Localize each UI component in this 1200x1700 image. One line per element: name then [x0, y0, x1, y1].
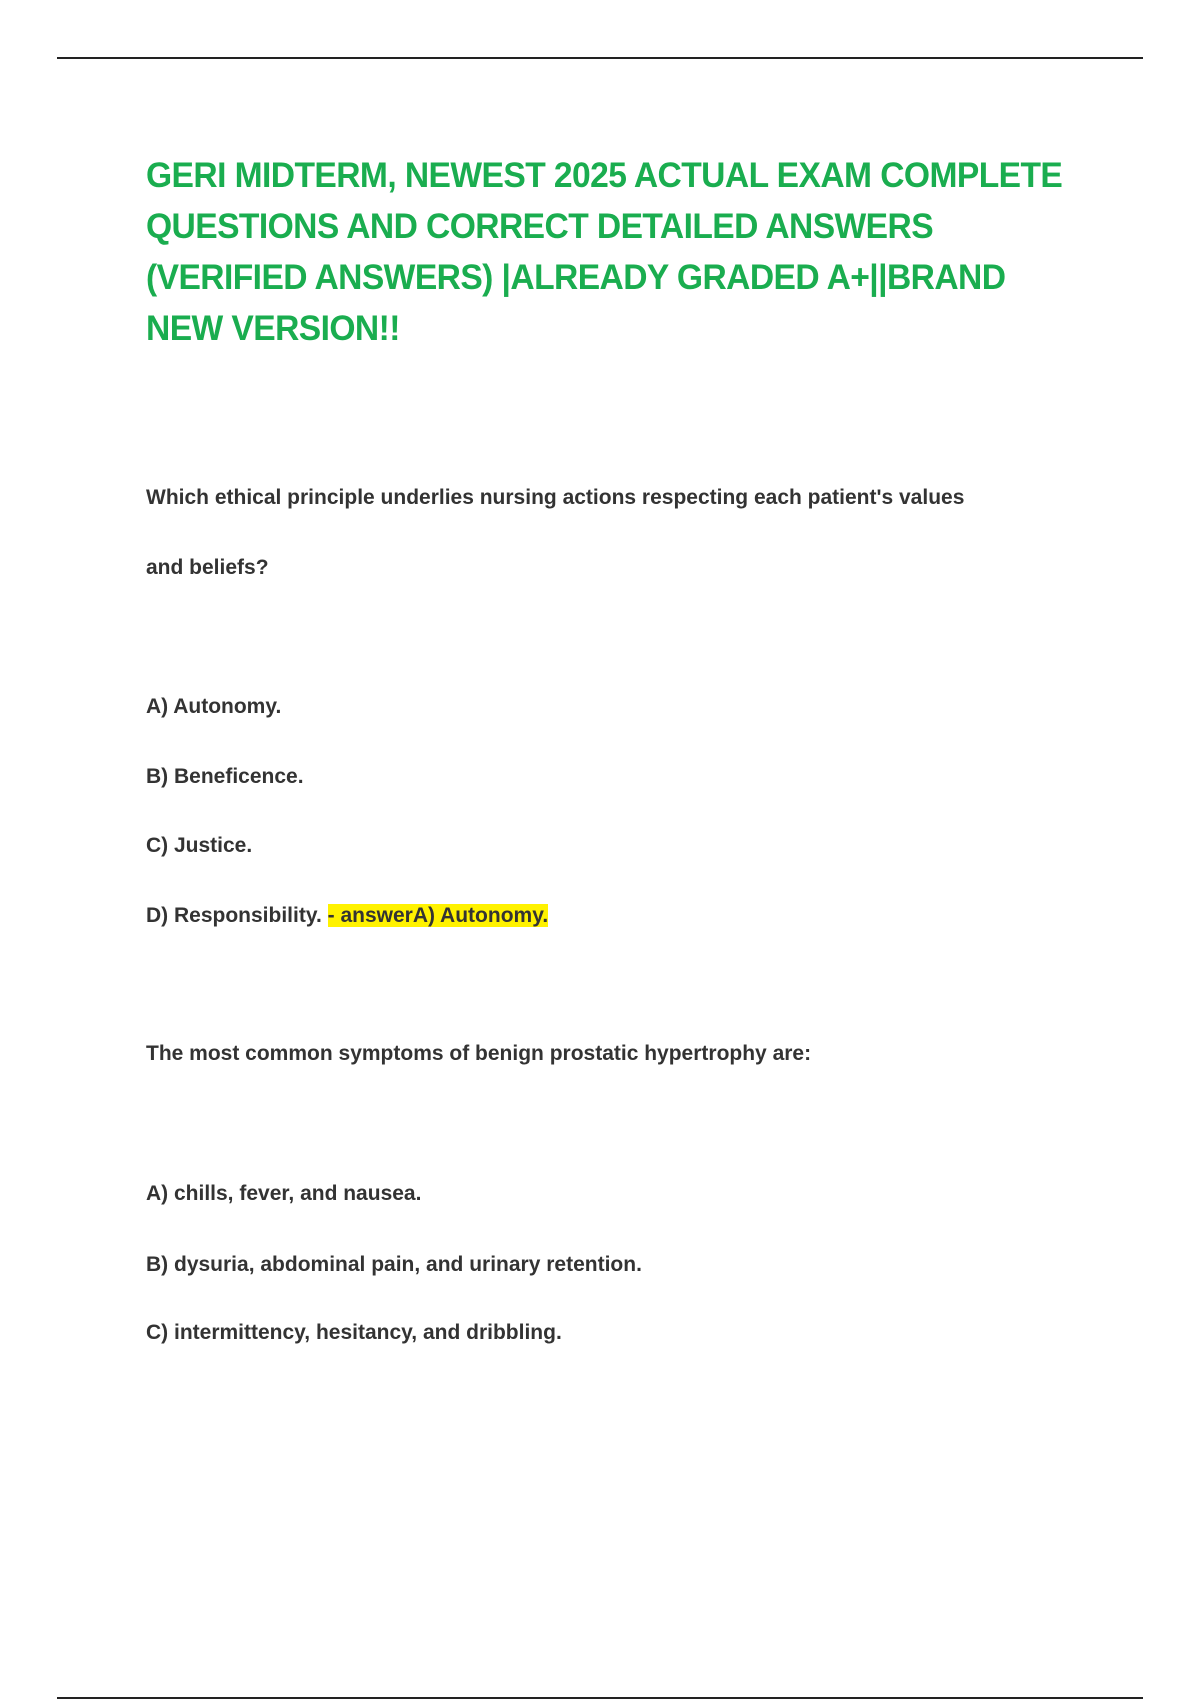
question-2-option-c: C) intermittency, hesitancy, and dribbling. [146, 1321, 562, 1344]
document-title: GERI MIDTERM, NEWEST 2025 ACTUAL EXAM COMPLETE QUESTIONS AND CORRECT DETAILED ANSWERS (VERIFIED ANSWERS) |ALREADY GRADED A+||BRAND NEW VERSION!! [146, 156, 1063, 348]
question-2-option-a: A) chills, fever, and nausea. [146, 1182, 422, 1205]
question-1-text: Which ethical principle underlies nursing actions respecting each patient's values [146, 486, 965, 509]
question-1-answer-highlight: - answerA) Autonomy. [327, 904, 549, 927]
top-rule [57, 57, 1143, 59]
bottom-rule [57, 1697, 1143, 1699]
question-1-text-cont: and beliefs? [146, 556, 269, 579]
question-2-text: The most common symptoms of benign prostatic hypertrophy are: [146, 1042, 812, 1065]
question-1-option-a: A) Autonomy. [146, 695, 282, 718]
question-1-option-b: B) Beneficence. [146, 765, 304, 788]
question-1-option-c: C) Justice. [146, 834, 253, 857]
question-2-option-b: B) dysuria, abdominal pain, and urinary retention. [146, 1253, 642, 1276]
question-1-option-d: D) Responsibility. [146, 904, 322, 927]
question-1-option-d-row [146, 904, 548, 928]
